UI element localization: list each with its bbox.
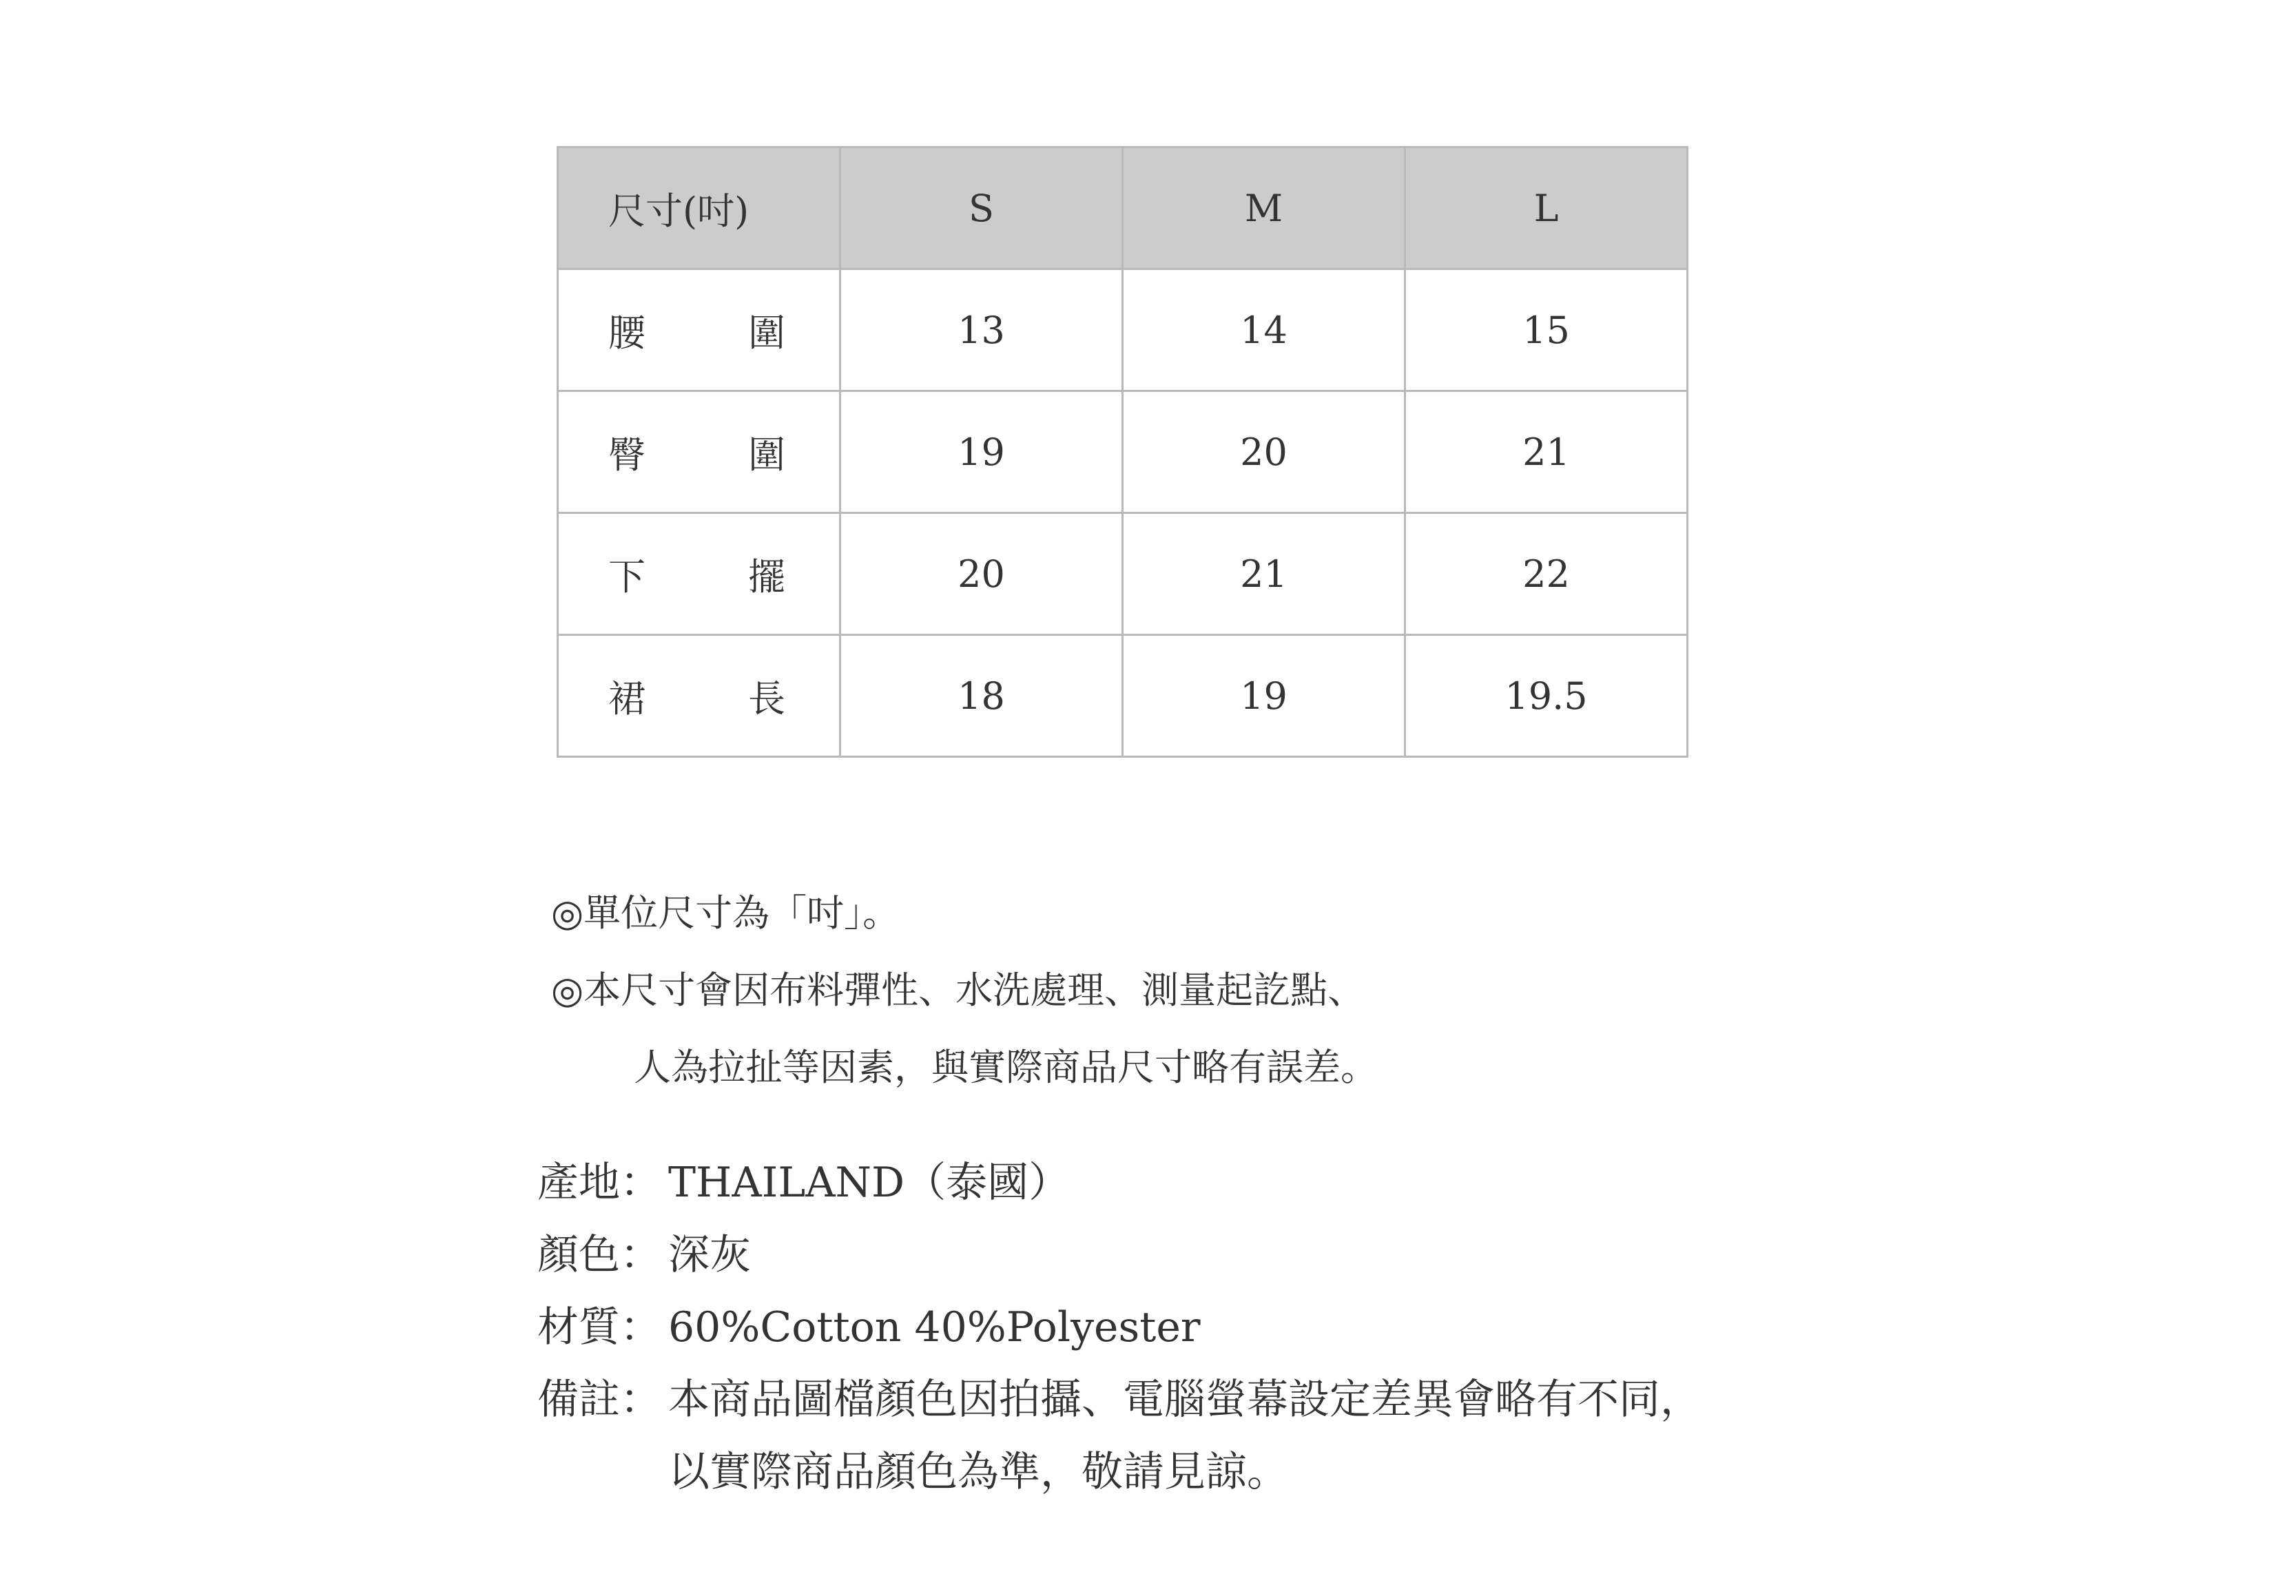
material-row <box>537 1292 1702 1364</box>
row-label-char: 下 <box>608 555 645 599</box>
table-cell: 19.5 <box>1405 635 1688 757</box>
row-label-skirt-length <box>558 635 840 757</box>
row-label-char: 圍 <box>748 311 785 355</box>
row-label-char: 裙 <box>608 676 645 721</box>
product-info <box>537 1147 1702 1509</box>
table-cell: 19 <box>840 391 1123 513</box>
row-label-char: 腰 <box>608 311 645 355</box>
remark-label: 備註： <box>537 1376 661 1424</box>
table-cell: 20 <box>1123 391 1405 513</box>
origin-label: 產地： <box>537 1159 661 1207</box>
size-table <box>557 146 1688 758</box>
origin-row <box>537 1147 1702 1219</box>
material-value: 60%Cotton 40%Polyester <box>668 1303 1201 1351</box>
measurement-notes <box>551 875 1378 1106</box>
row-label-waist <box>558 269 840 391</box>
note-variance-continued: 人為拉扯等因素，與實際商品尺寸略有誤差。 <box>634 1046 1378 1089</box>
table-cell: 18 <box>840 635 1123 757</box>
note-variance: ◎本尺寸會因布料彈性、水洗處理、測量起訖點、 <box>551 968 1365 1012</box>
row-label-char: 長 <box>748 676 785 721</box>
table-cell: 21 <box>1405 391 1688 513</box>
color-row <box>537 1219 1702 1292</box>
table-cell: 15 <box>1405 269 1688 391</box>
remark-row <box>537 1364 1702 1436</box>
table-cell: 14 <box>1123 269 1405 391</box>
table-cell: 13 <box>840 269 1123 391</box>
row-label-char: 擺 <box>748 555 785 599</box>
table-cell: 22 <box>1405 513 1688 635</box>
remark-value-continued: 以實際商品顏色為準，敬請見諒。 <box>668 1448 1288 1496</box>
table-cell: 20 <box>840 513 1123 635</box>
header-cell-l: L <box>1405 147 1688 269</box>
size-table-header-row <box>558 147 1688 269</box>
row-label-hip <box>558 391 840 513</box>
remark-value: 本商品圖檔顏色因拍攝、電腦螢幕設定差異會略有不同， <box>668 1376 1702 1424</box>
row-label-hem <box>558 513 840 635</box>
material-label: 材質： <box>537 1303 661 1351</box>
table-cell: 21 <box>1123 513 1405 635</box>
header-cell-m: M <box>1123 147 1405 269</box>
header-cell-size-unit <box>558 147 840 269</box>
table-cell: 19 <box>1123 635 1405 757</box>
note-unit: ◎單位尺寸為「吋」。 <box>551 891 900 935</box>
table-row-hem <box>558 513 1688 635</box>
header-cell-s: S <box>840 147 1123 269</box>
origin-value: THAILAND（泰國） <box>668 1159 1071 1207</box>
color-label: 顏色： <box>537 1231 661 1279</box>
row-label-char: 臀 <box>608 433 645 477</box>
table-row-waist <box>558 269 1688 391</box>
table-row-hip <box>558 391 1688 513</box>
table-row-skirt-length <box>558 635 1688 757</box>
header-size-unit-label: 尺寸(吋) <box>608 189 749 233</box>
color-value: 深灰 <box>668 1231 751 1279</box>
row-label-char: 圍 <box>748 433 785 477</box>
